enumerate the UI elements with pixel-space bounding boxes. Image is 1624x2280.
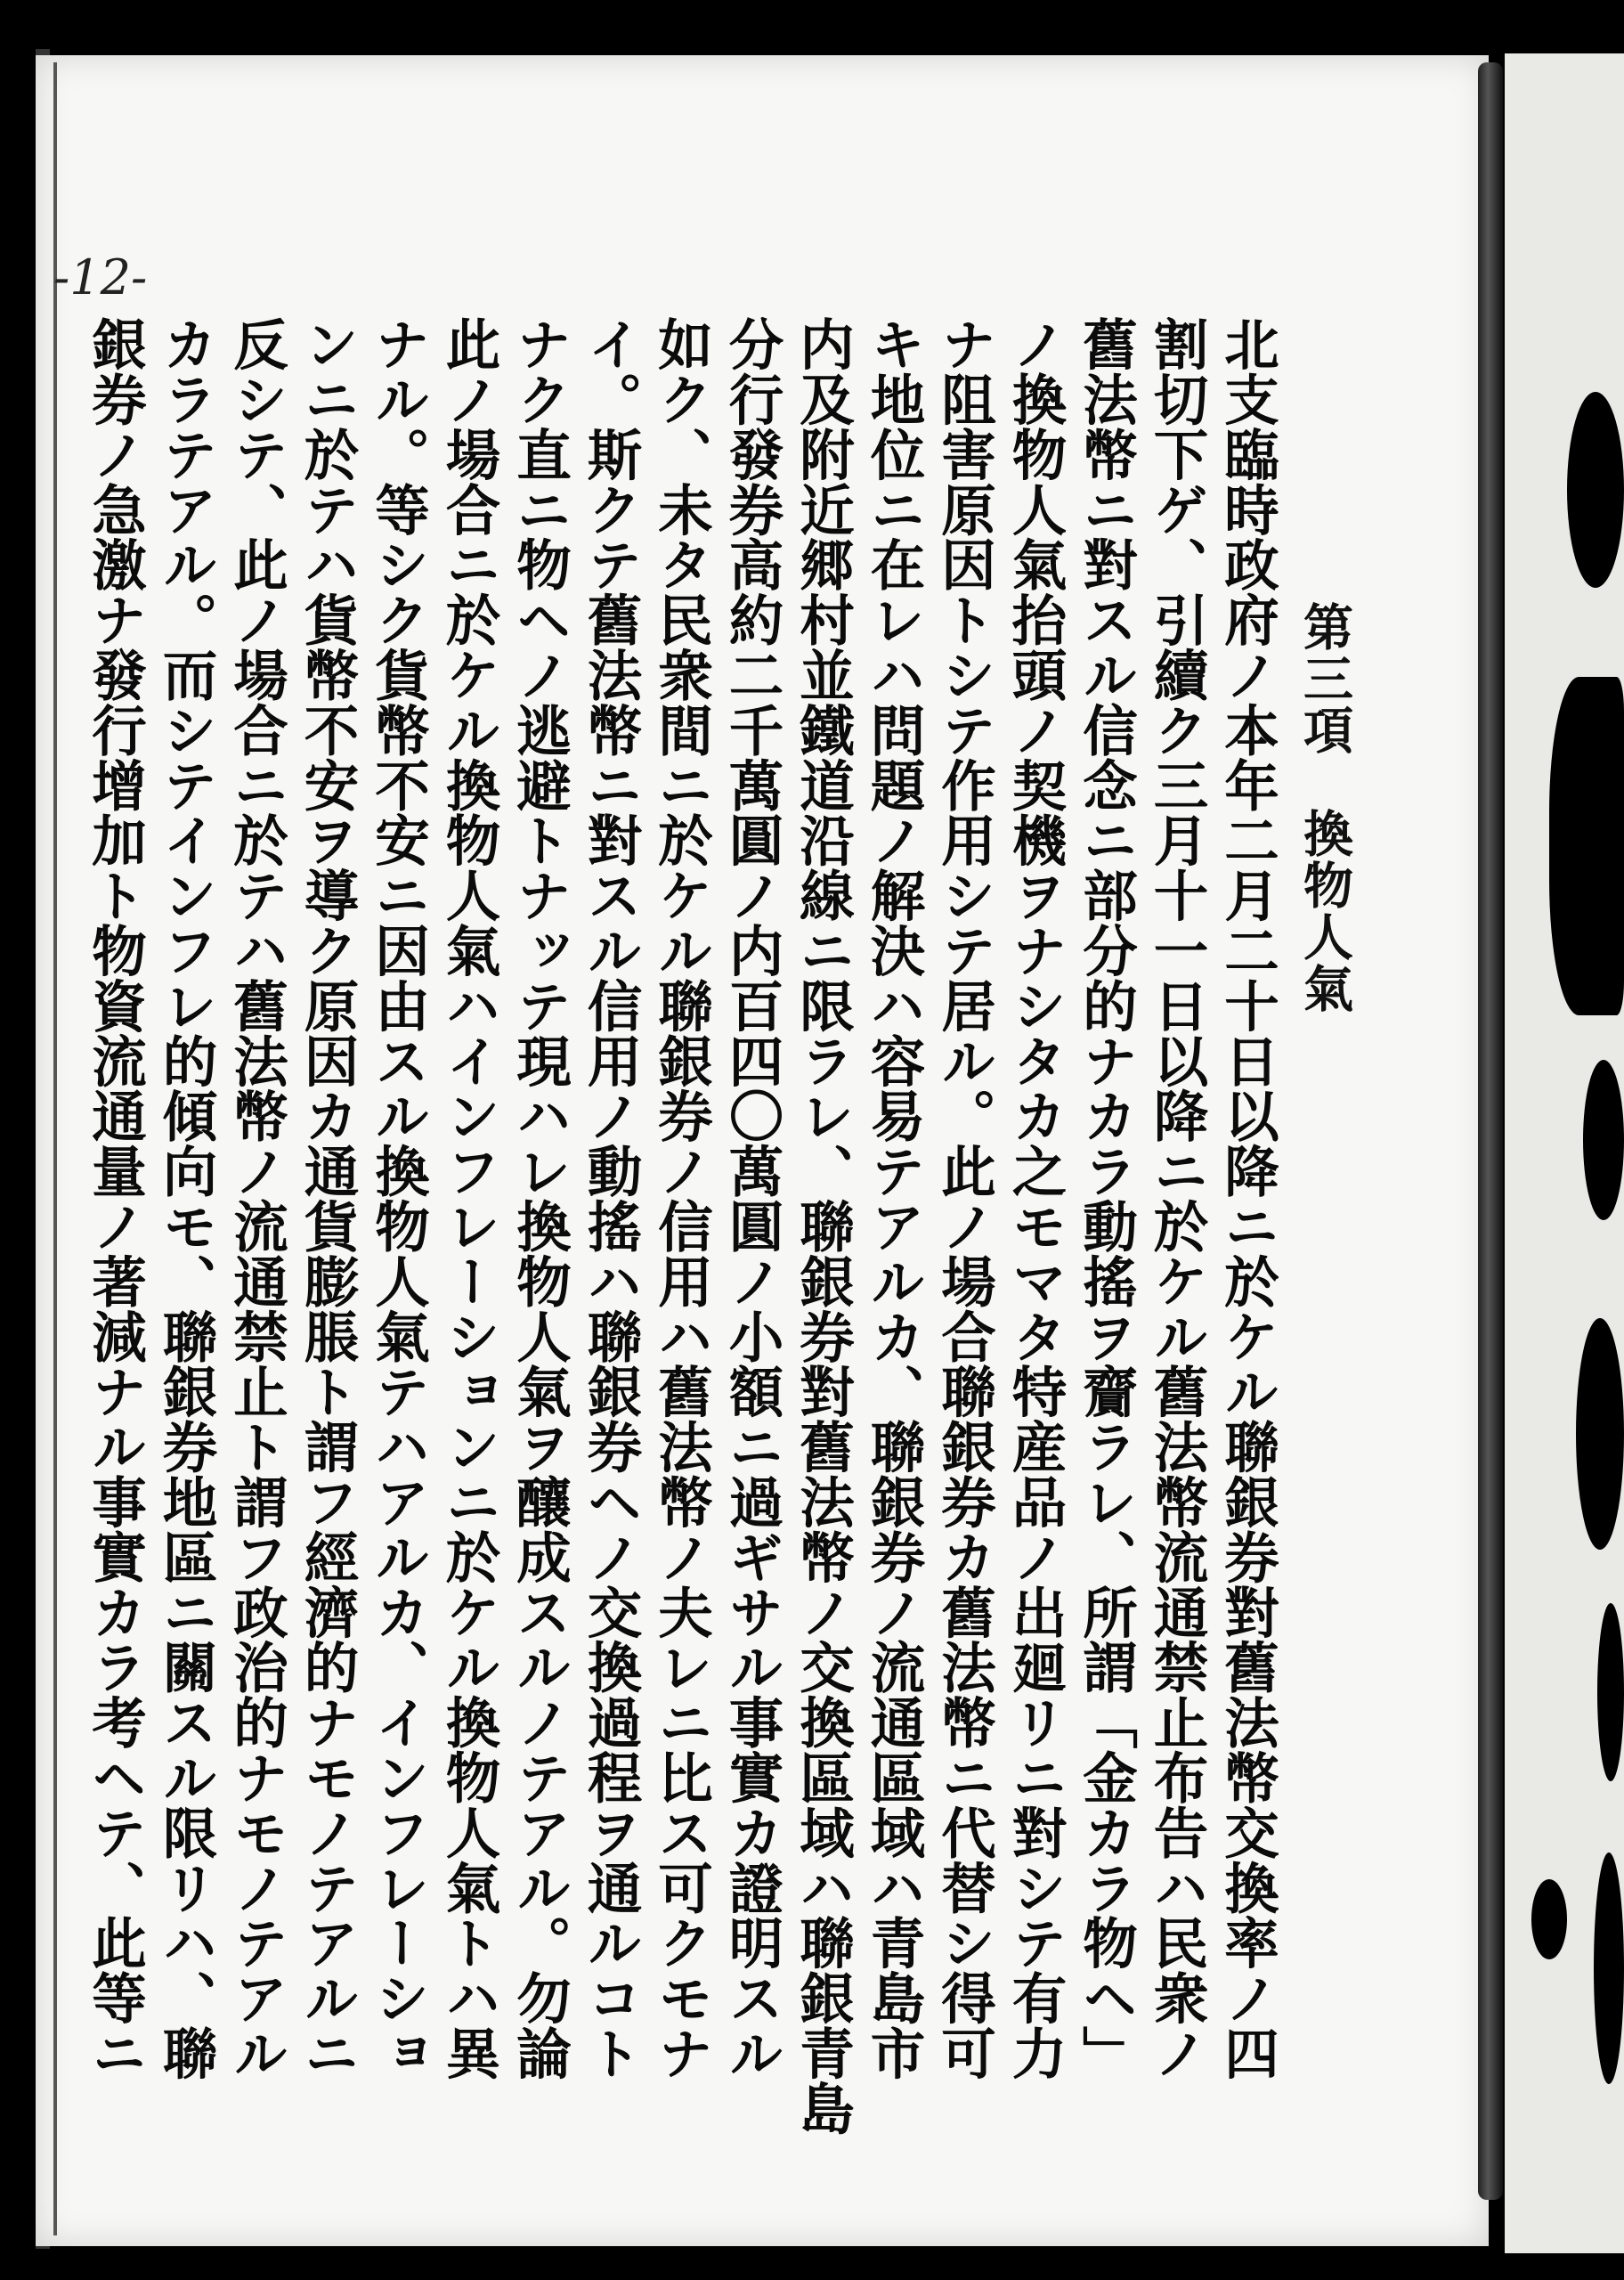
adjacent-page: [1505, 53, 1624, 2253]
ink-blot: [1549, 677, 1624, 1015]
text-column: キ地位ニ在レハ問題ノ解決ハ容易テアルカ、聯銀券ノ流通區域ハ青島市: [861, 316, 926, 2080]
text-column: 北支臨時政府ノ本年二月二十日以降ニ於ケル聯銀券對舊法幣交換率ノ四: [1214, 316, 1280, 2080]
text-column: ノ換物人氣抬頭ノ契機ヲナシタカ之モマタ特産品ノ出廻リニ對シテ有力: [1003, 316, 1068, 2080]
section-heading: 第三項 換物人氣: [1295, 601, 1354, 1014]
text-column: 反シテ、此ノ場合ニ於テハ舊法幣ノ流通禁止ト謂フ政治的ナモノテアル: [223, 316, 289, 2080]
page-edge-line: [53, 62, 57, 2235]
ink-blot: [1583, 1060, 1624, 1220]
ink-blot: [1576, 1318, 1624, 1550]
text-column: ナク直ニ物ヘノ逃避トナッテ現ハレ換物人氣ヲ釀成スルノテアル。勿論: [507, 316, 572, 2080]
book-binding: [1478, 62, 1503, 2200]
text-column: 此ノ場合ニ於ケル換物人氣ハインフレーションニ於ケル換物人氣トハ異: [436, 316, 501, 2080]
ink-blot: [1531, 1879, 1567, 1959]
text-column: ナ阻害原因トシテ作用シテ居ル。此ノ場合聯銀券カ舊法幣ニ代替シ得可: [931, 316, 997, 2080]
text-column: ナル。等シク貨幣不安ニ因由スル換物人氣テハアルカ、インフレーショ: [365, 316, 431, 2080]
text-column: 割切下ゲ、引續ク三月十一日以降ニ於ケル舊法幣流通禁止布告ハ民衆ノ: [1144, 316, 1209, 2080]
text-column: 舊法幣ニ對スル信念ニ部分的ナカラ動搖ヲ齎ラレ、所謂「金カラ物ヘ」: [1073, 316, 1139, 2080]
ink-blot: [1567, 392, 1624, 588]
text-column: カラテアル。而シテインフレ的傾向モ、聯銀券地區ニ關スル限リハ、聯: [153, 316, 218, 2080]
text-column: 分行發券高約二千萬圓ノ内百四〇萬圓ノ小額ニ過ギサル事實カ證明スル: [719, 316, 784, 2080]
text-column: イ。斯クテ舊法幣ニ對スル信用ノ動搖ハ聯銀券ヘノ交換過程ヲ通ルコト: [578, 316, 643, 2080]
text-column: 銀券ノ急激ナ發行增加ト物資流通量ノ著減ナル事實カラ考ヘテ、此等ニ: [82, 316, 148, 2080]
ink-blot: [1594, 1852, 1624, 2084]
page-number: -12-: [53, 249, 148, 305]
text-column: ンニ於テハ貨幣不安ヲ導ク原因カ通貨膨脹ト謂フ經濟的ナモノテアルニ: [295, 316, 360, 2080]
ink-blot: [1597, 1603, 1624, 1781]
text-column: 如ク、未タ民衆間ニ於ケル聯銀券ノ信用ハ舊法幣ノ夫レニ比ス可クモナ: [648, 316, 714, 2080]
text-column: 内及附近郷村並鐵道沿線ニ限ラレ、聯銀券對舊法幣ノ交換區域ハ聯銀青島: [790, 316, 856, 2136]
